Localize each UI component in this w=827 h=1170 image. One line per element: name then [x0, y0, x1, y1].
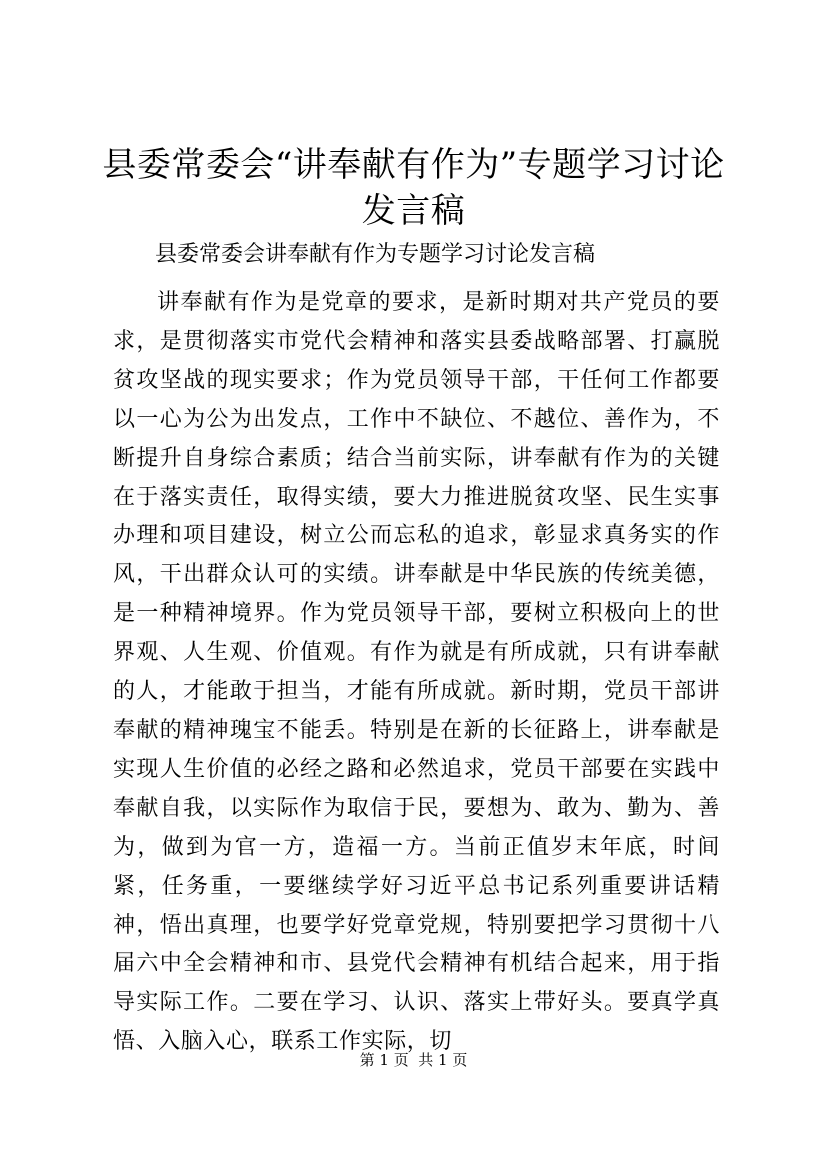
document-subtitle: 县委常委会讲奉献有作为专题学习讨论发言稿 [155, 242, 596, 267]
page-footer: 第 1 页 共 1 页 [359, 1051, 468, 1069]
document-title: 县委常委会“讲奉献有作为”专题学习讨论发言稿 [102, 145, 725, 231]
document-body: 讲奉献有作为是党章的要求，是新时期对共产党员的要求，是贯彻落实市党代会精神和落实县委战略部署、打赢脱贫攻坚战的现实要求；作为党员领导干部，干任何工作都要以一心为公为出发点，工作中不缺位、不越位、善作为，不断提升自身综合素质；结合当前实际，讲奉献有作为的关键在于落实责任，取得实绩，要大力推进脱贫攻坚、民生实事办理和项目建设，树立公而忘私的追求，彰显求真务实的作风，干出群众认可的实绩。讲奉献是中华民族的传统美德，是一种精神境界。作为党员领导干部，要树立积极向上的世界观、人生观、价值观。有作为就是有所成就，只有讲奉献的人，才能敢于担当，才能有所成就。新时期，党员干部讲奉献的精神瑰宝不能丢。特别是在新的长征路上，讲奉献是实现人生价值的必经之路和必然追求，党员干部要在实践中奉献自我，以实际作为取信于民，要想为、敢为、勤为、善为，做到为官一方，造福一方。当前正值岁末年底，时间紧，任务重，一要继续学好习近平总书记系列重要讲话精神，悟出真理，也要学好党章党规，特别要把学习贯彻十八届六中全会精神和市、县党代会精神有机结合起来，用于指导实际工作。二要在学习、认识、落实上带好头。要真学真悟、入脑入心，联系工作实际，切 [113, 290, 720, 1055]
